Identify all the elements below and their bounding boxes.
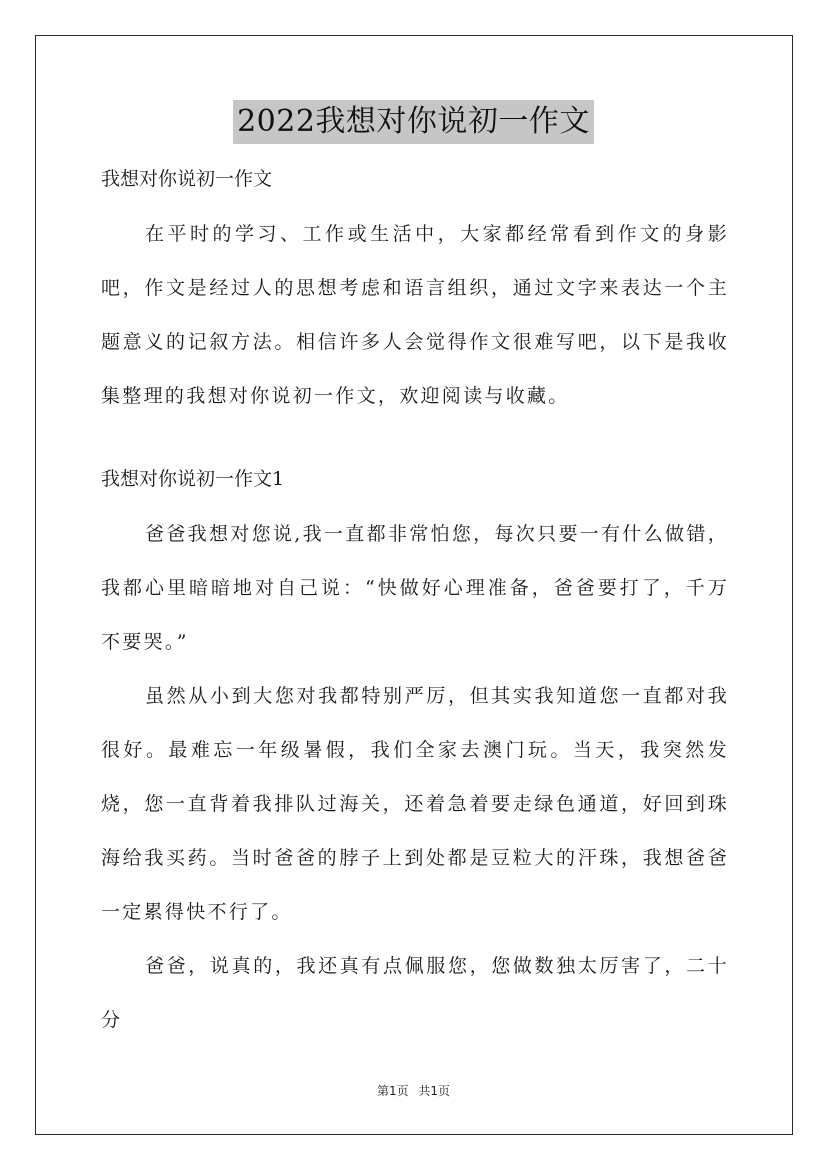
document-title: 2022我想对你说初一作文 — [233, 100, 594, 144]
title-container — [0, 100, 827, 144]
essay-heading: 我想对你说初一作文1 — [101, 468, 285, 490]
page-total: 共1页 — [418, 1084, 451, 1098]
essay-paragraph-1: 爸爸我想对您说,我一直都非常怕您，每次只要一有什么做错，我都心里暗暗地对自己说：“快做好心理准备，爸爸要打了，千万不要哭。” — [101, 523, 729, 653]
page-footer — [0, 1082, 827, 1099]
intro-heading: 我想对你说初一作文 — [101, 168, 273, 190]
intro-paragraph: 在平时的学习、工作或生活中，大家都经常看到作文的身影吧，作文是经过人的思想考虑和语言组织，通过文字来表达一个主题意义的记叙方法。相信许多人会觉得作文很难写吧，以下是我收集整理的我想对你说初一作文，欢迎阅读与收藏。 — [101, 223, 729, 407]
essay-paragraph-2: 虽然从小到大您对我都特别严厉，但其实我知道您一直都对我很好。最难忘一年级暑假，我们全家去澳门玩。当天，我突然发烧，您一直背着我排队过海关，还着急着要走绿色通道，好回到珠海给我买药。当时爸爸的脖子上到处都是豆粒大的汗珠，我想爸爸一定累得快不行了。 — [101, 685, 729, 923]
page-number: 第1页 — [376, 1084, 409, 1098]
document-body — [101, 165, 729, 1047]
essay-paragraph-3: 爸爸，说真的，我还真有点佩服您，您做数独太厉害了，二十分 — [101, 955, 729, 1031]
